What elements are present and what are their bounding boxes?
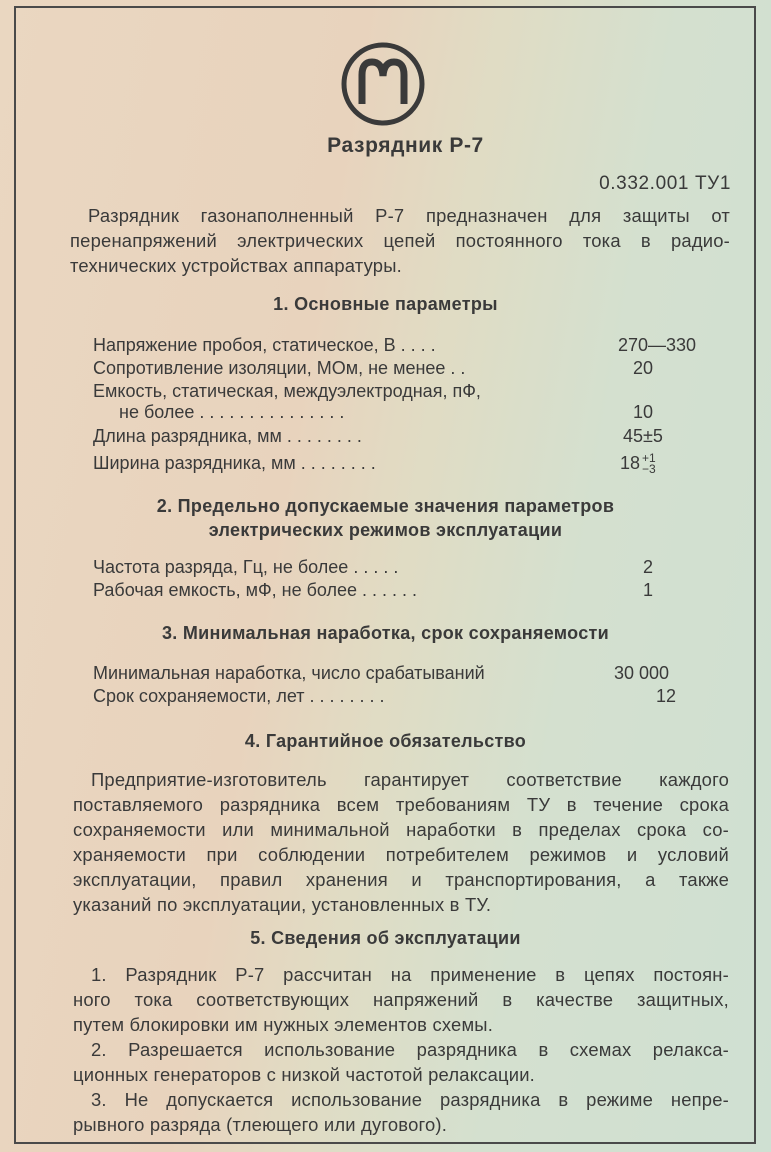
param-value: 45±5 — [623, 426, 663, 446]
operation-line: рывного разряда (тлеющего или дугового). — [73, 1114, 448, 1135]
warranty-paragraph — [73, 767, 729, 917]
param-label: Минимальная наработка, число срабатываний — [93, 663, 485, 683]
warranty-line: сохраняемости или минимальной наработки в пределах срока со- — [73, 819, 729, 840]
param-label: Длина разрядника, мм . . . . . . . . — [93, 426, 362, 446]
warranty-line: Предприятие-изготовитель гарантирует соответствие каждого — [91, 769, 729, 790]
section-2-heading-line1: 2. Предельно допускаемые значения параметров — [156, 496, 615, 516]
intro-paragraph — [70, 203, 730, 278]
operation-line: ционных генераторов с низкой частотой релаксации. — [73, 1064, 535, 1085]
param-value — [620, 450, 656, 476]
width-nominal: 18 — [620, 453, 641, 473]
document-title: Разрядник Р-7 — [327, 134, 484, 157]
warranty-line: поставляемого разрядника всем требованиям ТУ в течение срока — [73, 794, 729, 815]
param-row — [93, 577, 733, 603]
width-tolerance — [642, 453, 656, 475]
warranty-line: храняемости при соблюдении потребителем режимов и условий — [73, 844, 729, 865]
intro-line: технических устройствах аппаратуры. — [70, 255, 402, 276]
param-row — [93, 683, 733, 709]
param-row — [93, 423, 733, 449]
operation-line: 1. Разрядник Р-7 рассчитан на применение в цепях постоян- — [91, 964, 729, 985]
param-label: Рабочая емкость, мФ, не более . . . . . . — [93, 580, 418, 600]
warranty-line: эксплуатации, правил хранения и транспортирования, а также — [73, 869, 729, 890]
param-label: Частота разряда, Гц, не более . . . . . — [93, 557, 399, 577]
tolerance-upper: +1 — [642, 451, 656, 466]
param-label: Напряжение пробоя, статическое, В . . . . — [93, 335, 436, 355]
param-value: 12 — [656, 686, 677, 706]
param-value: 1 — [643, 580, 654, 600]
param-value: 270—330 — [618, 335, 697, 355]
section-2-heading — [0, 494, 771, 542]
section-3-heading: 3. Минимальная наработка, срок сохраняемости — [161, 623, 610, 643]
param-value: 2 — [643, 557, 654, 577]
intro-line: Разрядник газонаполненный Р-7 предназначен для защиты от — [88, 205, 730, 226]
param-value: 30 000 — [614, 663, 670, 683]
param-label: Срок сохраняемости, лет . . . . . . . . — [93, 686, 385, 706]
section-5-heading: 5. Сведения об эксплуатации — [250, 928, 521, 948]
param-value: 10 — [633, 402, 654, 422]
param-label: не более . . . . . . . . . . . . . . . — [119, 402, 345, 422]
param-value: 20 — [633, 358, 654, 378]
warranty-line: указаний по эксплуатации, установленных в ТУ. — [73, 894, 492, 915]
operation-line: ного тока соответствующих напряжений в качестве защитных, — [73, 989, 729, 1010]
intro-line: перенапряжений электрических цепей постоянного тока в радио- — [70, 230, 730, 251]
operation-paragraph — [73, 962, 729, 1137]
param-label: Ширина разрядника, мм . . . . . . . . — [93, 453, 376, 473]
section-1-heading: 1. Основные параметры — [273, 294, 498, 314]
manufacturer-logo-icon — [339, 40, 427, 128]
tu-code: 0.332.001 ТУ1 — [599, 173, 731, 194]
param-label: Емкость, статическая, междуэлектродная, пФ, — [93, 381, 481, 401]
param-label: Сопротивление изоляции, МОм, не менее . . — [93, 358, 466, 378]
section-4-heading: 4. Гарантийное обязательство — [244, 731, 527, 751]
operation-line: путем блокировки им нужных элементов схемы. — [73, 1014, 494, 1035]
param-row — [93, 399, 733, 425]
operation-line: 2. Разрешается использование разрядника в схемах релакса- — [91, 1039, 729, 1060]
tolerance-lower: −3 — [642, 462, 656, 477]
param-row — [93, 450, 733, 476]
section-2-heading-line2: электрических режимов эксплуатации — [208, 520, 563, 540]
operation-line: 3. Не допускается использование разрядника в режиме непре- — [91, 1089, 729, 1110]
